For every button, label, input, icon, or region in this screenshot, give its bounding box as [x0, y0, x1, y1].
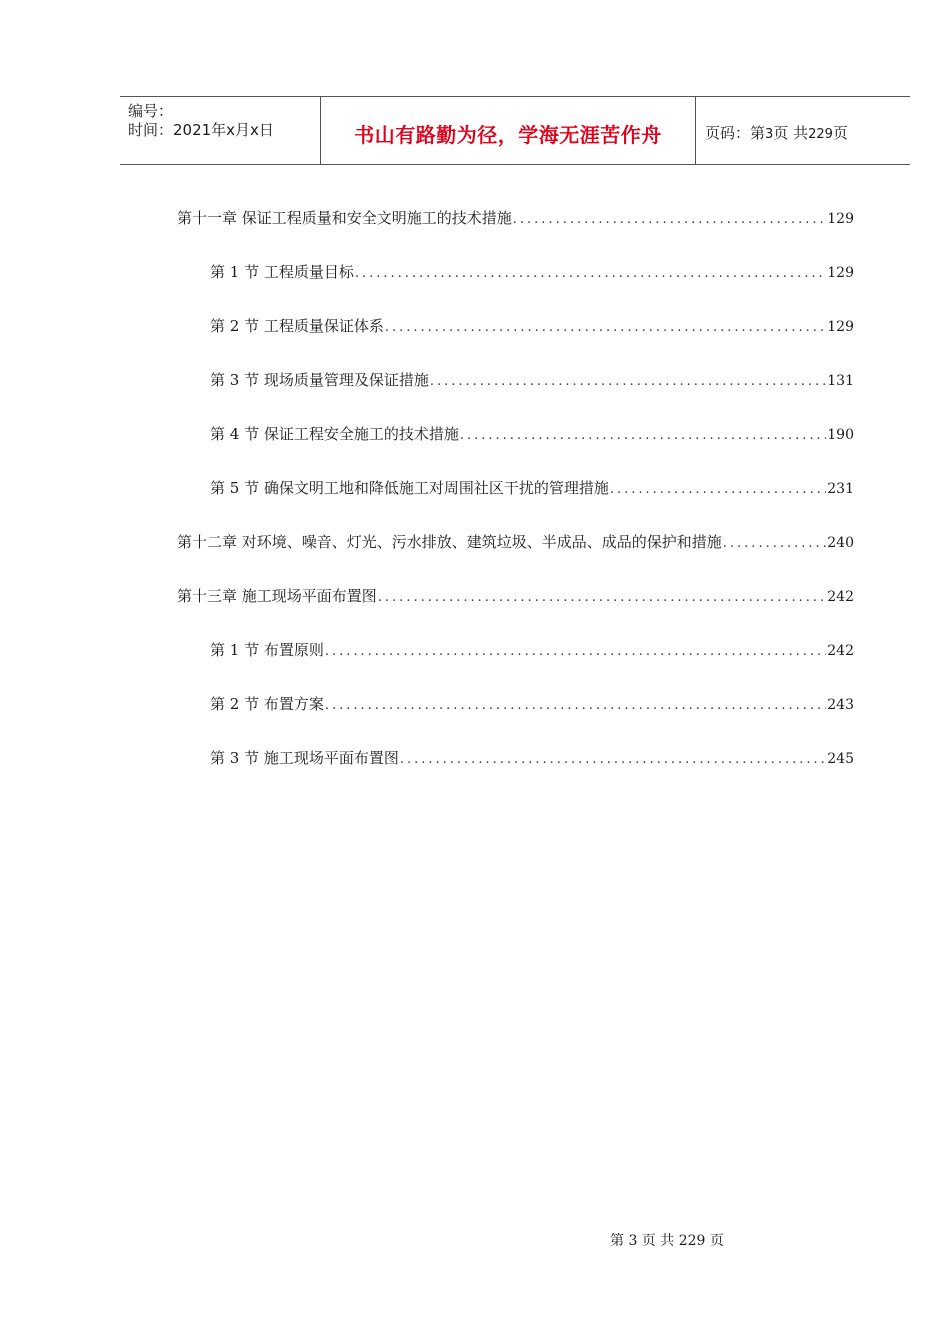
toc-entry-page: 190	[827, 427, 854, 443]
toc-entry-page: 240	[827, 535, 854, 551]
toc-leader-dots	[385, 320, 826, 335]
toc-entry-page: 242	[827, 589, 854, 605]
toc-leader-dots	[400, 752, 826, 767]
page-header	[120, 96, 910, 165]
number-label: 编号：	[128, 102, 174, 120]
toc-entry-title: 第 3 节 现场质量管理及保证措施	[210, 371, 429, 389]
toc-entry-page: 245	[827, 751, 854, 767]
toc-entry-title: 第十二章 对环境、噪音、灯光、污水排放、建筑垃圾、半成品、成品的保护和措施	[177, 533, 722, 551]
toc-entry-page: 231	[827, 481, 854, 497]
toc-entry[interactable]	[210, 423, 854, 445]
toc-entry[interactable]	[210, 315, 854, 337]
toc-entry[interactable]	[177, 585, 854, 607]
motto-text: 书山有路勤为径，学海无涯苦作舟	[354, 123, 662, 147]
toc-leader-dots	[378, 590, 826, 605]
toc-leader-dots	[355, 266, 826, 281]
toc-entry-title: 第 1 节 布置原则	[210, 641, 324, 659]
toc-entry-title: 第 1 节 工程质量目标	[210, 263, 354, 281]
time-label: 时间：2021年x月x日	[128, 121, 274, 139]
header-motto-cell	[320, 97, 696, 164]
page-suffix: 页	[832, 124, 848, 142]
toc-entry-title: 第 5 节 确保文明工地和降低施工对周围社区干扰的管理措施	[210, 479, 609, 497]
header-page-info	[705, 122, 848, 143]
toc-entry[interactable]	[177, 207, 854, 229]
toc-leader-dots	[430, 374, 826, 389]
header-meta-cell	[120, 97, 320, 164]
toc-entry[interactable]	[210, 639, 854, 661]
toc-entry[interactable]	[177, 531, 854, 553]
toc-leader-dots	[723, 536, 826, 551]
toc-entry-title: 第十一章 保证工程质量和安全文明施工的技术措施	[177, 209, 512, 227]
page-prefix: 页码：第	[705, 124, 766, 142]
toc-leader-dots	[460, 428, 826, 443]
header-page-cell	[695, 97, 910, 164]
toc-entry-page: 242	[827, 643, 854, 659]
toc-entry[interactable]	[210, 261, 854, 283]
toc-leader-dots	[325, 698, 826, 713]
page-current: 3	[765, 127, 774, 142]
toc-entry[interactable]	[210, 369, 854, 391]
toc-entry-title: 第 3 节 施工现场平面布置图	[210, 749, 399, 767]
toc-entry[interactable]	[210, 477, 854, 499]
toc-entry-page: 129	[827, 265, 854, 281]
page-middle: 页 共	[773, 124, 809, 142]
toc-entry-page: 131	[827, 373, 854, 389]
toc-entry-title: 第 4 节 保证工程安全施工的技术措施	[210, 425, 459, 443]
toc-entry[interactable]	[210, 747, 854, 769]
page-total: 229	[808, 127, 833, 142]
toc-entry-title: 第 2 节 布置方案	[210, 695, 324, 713]
toc-entry-page: 243	[827, 697, 854, 713]
toc-entry-title: 第 2 节 工程质量保证体系	[210, 317, 384, 335]
toc-leader-dots	[325, 644, 826, 659]
toc-entry-page: 129	[827, 319, 854, 335]
toc-entry-page: 129	[827, 211, 854, 227]
toc-leader-dots	[513, 212, 826, 227]
page-footer: 第 3 页 共 229 页	[610, 1233, 724, 1249]
toc-entry-title: 第十三章 施工现场平面布置图	[177, 587, 377, 605]
toc-entry[interactable]	[210, 693, 854, 715]
toc-leader-dots	[610, 482, 826, 497]
